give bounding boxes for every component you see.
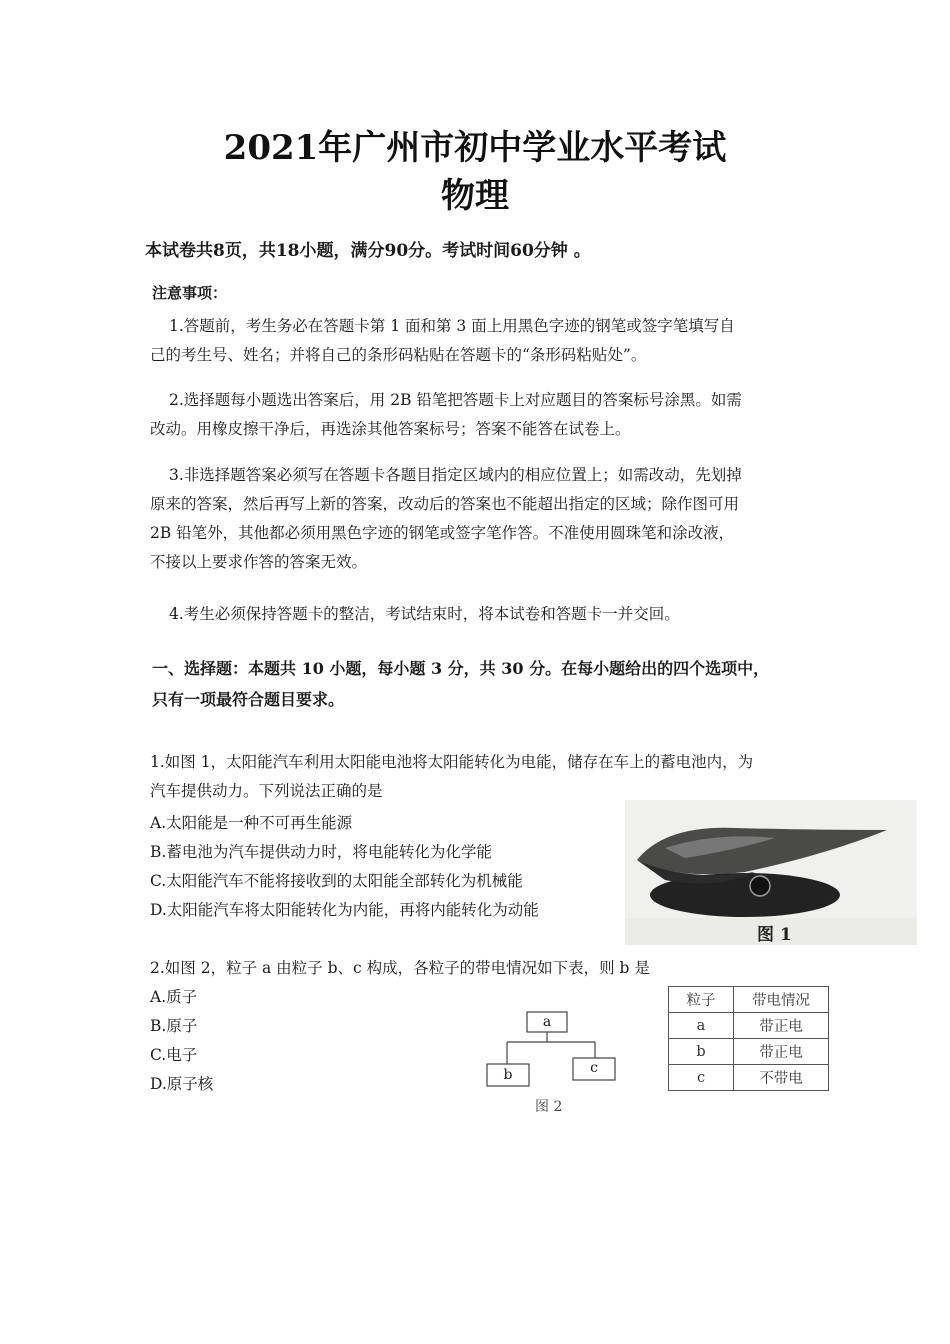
table-cell: 带正电 [734, 1013, 829, 1039]
q2-option-b: B.原子 [150, 1017, 198, 1035]
question-2-stem: 2.如图 2，粒子 a 由粒子 b、c 构成，各粒子的带电情况如下表，则 b 是 [150, 959, 650, 977]
notes-heading: 注意事项： [152, 284, 228, 302]
q1-option-b: B.蓄电池为汽车提供动力时，将电能转化为化学能 [150, 843, 492, 861]
table-cell: 不带电 [734, 1065, 829, 1091]
q2-option-c: C.电子 [150, 1046, 198, 1064]
note-2: 2.选择题每小题选出答案后，用 2B 铅笔把答题卡上对应题目的答案标号涂黑。如需 改动。用橡皮擦干净后，再选涂其他答案标号；答案不能答在试卷上。 [150, 391, 742, 438]
q1-option-a: A.太阳能是一种不可再生能源 [150, 814, 353, 832]
table-cell: c [669, 1065, 734, 1091]
note-3: 3.非选择题答案必须写在答题卡各题目指定区域内的相应位置上；如需改动，先划掉 原来的答案，然后再写上新的答案，改动后的答案也不能超出指定的区域；除作图可用 2B 铅笔外，其他都必须用黑色字迹的钢笔或签字笔作答。不准使用圆珠笔和涂改液， 不接以上要求作答的答案无效。 [150, 466, 742, 571]
q2-option-d: D.原子核 [150, 1075, 214, 1093]
table-row [669, 1013, 829, 1039]
figure-2-label: 图 2 [535, 1099, 563, 1115]
note-4: 4.考生必须保持答题卡的整洁，考试结束时，将本试卷和答题卡一并交回。 [169, 605, 680, 623]
table-header-cell: 粒子 [669, 987, 734, 1013]
table-row [669, 1065, 829, 1091]
exam-subject: 物理 [441, 176, 509, 216]
particle-diagram [480, 1000, 630, 1120]
section-1-heading: 一、选择题：本题共 10 小题，每小题 3 分，共 30 分。在每小题给出的四个选项中， 只有一项最符合题目要求。 [152, 659, 770, 709]
table-cell: a [669, 1013, 734, 1039]
solar-car-figure [625, 800, 917, 945]
table-header-cell: 带电情况 [734, 987, 829, 1013]
particle-b-box: b [503, 1067, 513, 1083]
figure-1-label: 图 1 [757, 925, 792, 945]
q1-option-c: C.太阳能汽车不能将接收到的太阳能全部转化为机械能 [150, 872, 523, 890]
particle-charge-table [668, 986, 829, 1091]
table-row [669, 1039, 829, 1065]
particle-a-box: a [542, 1014, 552, 1030]
q2-option-a: A.质子 [150, 988, 198, 1006]
note-1: 1.答题前，考生务必在答题卡第 1 面和第 3 面上用黑色字迹的钢笔或签字笔填写自 己的考生号、姓名；并将自己的条形码粘贴在答题卡的“条形码粘贴处”。 [150, 317, 735, 364]
exam-meta: 本试卷共8页，共18小题，满分90分。考试时间60分钟 。 [145, 241, 591, 261]
table-cell: 带正电 [734, 1039, 829, 1065]
table-cell: b [669, 1039, 734, 1065]
q1-option-d: D.太阳能汽车将太阳能转化为内能，再将内能转化为动能 [150, 901, 539, 919]
question-1-stem: 1.如图 1，太阳能汽车利用太阳能电池将太阳能转化为电能，储存在车上的蓄电池内，为 汽车提供动力。下列说法正确的是 [150, 753, 754, 800]
exam-title: 2021年广州市初中学业水平考试 [223, 128, 727, 168]
table-header-row [669, 987, 829, 1013]
particle-c-box: c [590, 1060, 598, 1076]
